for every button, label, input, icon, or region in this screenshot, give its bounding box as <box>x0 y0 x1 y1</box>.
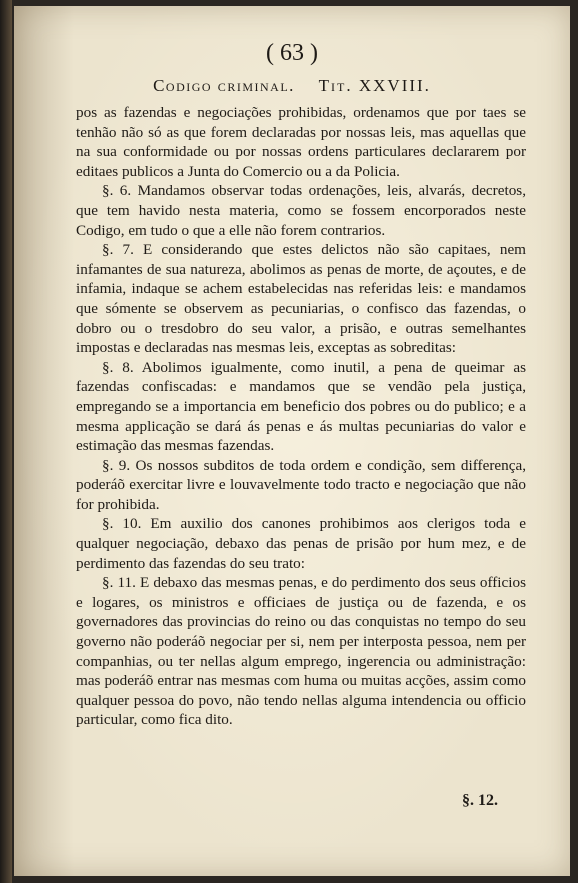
paragraph-section-7: §. 7. E considerando que estes delictos não são capitaes, nem infamantes de sua natureza, abolimos as penas de morte, de açoutes, e de infamia, indaque se achem estabelecidas nas referidas leis: e mandamos que sómente se observem as pecuniarias, o confisco das fazendas, o dobro ou o tresdobro do seu valor, a prisão, e outras semelhantes impostas e declaradas nas mesmas leis, exceptas as sobreditas: <box>76 241 526 357</box>
page-number: ( 63 ) <box>266 40 318 66</box>
book-gutter <box>0 0 12 883</box>
running-head <box>14 76 570 96</box>
paragraph-section-11: §. 11. E debaxo das mesmas penas, e do perdimento dos seus officios e logares, os ministros e officiaes de justiça ou de fazenda, e os governadores das provincias do reino ou das conquistas no tempo do seu governo não poderáõ negociar per si, nem per interposta pessoa, nem per companhias, ou ter nellas algum emprego, ingerencia ou administração: mas poderáõ entrar nas mesmas com huma ou muitas acções, assim como qualquer pessoa do povo, não tendo nellas alguma intendencia ou officio particular, como fica dito. <box>76 574 526 729</box>
paragraph-section-9: §. 9. Os nossos subditos de toda ordem e condição, sem differença, poderáõ exercitar livre e louvavelmente todo tracto e negociação que não for prohibida. <box>76 456 526 513</box>
paragraph-section-6: §. 6. Mandamos observar todas ordenações, leis, alvarás, decretos, que tem havido nesta materia, como se fossem encorporados neste Codigo, em tudo o que a elle não forem contrarios. <box>76 182 526 239</box>
paragraph-section-8: §. 8. Abolimos igualmente, como inutil, a pena de queimar as fazendas confiscadas: e mandamos que se vendão pela justiça, empregando se a importancia em beneficio dos pobres ou do publico; e a mesma applicação se dará ás penas e ás multas pecuniarias do valor e estimação das mesmas fazendas. <box>76 358 526 455</box>
catchword: §. 12. <box>462 792 498 809</box>
paragraph-continuation: pos as fazendas e negociações prohibidas, ordenamos que por taes se tenhão não só as que forem declaradas por nossas leis, mas aquellas que na sua conformidade ou por nossas ordens particulares declararem por editaes publicos a Junta do Comercio ou a da Policia. <box>76 104 526 180</box>
book-page <box>14 6 570 876</box>
body-text <box>76 103 526 730</box>
running-head-section: Tit. XXVIII. <box>318 76 431 95</box>
paragraph-section-10: §. 10. Em auxilio dos canones prohibimos aos clerigos toda e qualquer negociação, debaxo das penas de prisão por hum mez, e de perdimento das fazendas do seu trato: <box>76 515 526 572</box>
running-head-title: Codigo criminal. <box>153 76 295 95</box>
